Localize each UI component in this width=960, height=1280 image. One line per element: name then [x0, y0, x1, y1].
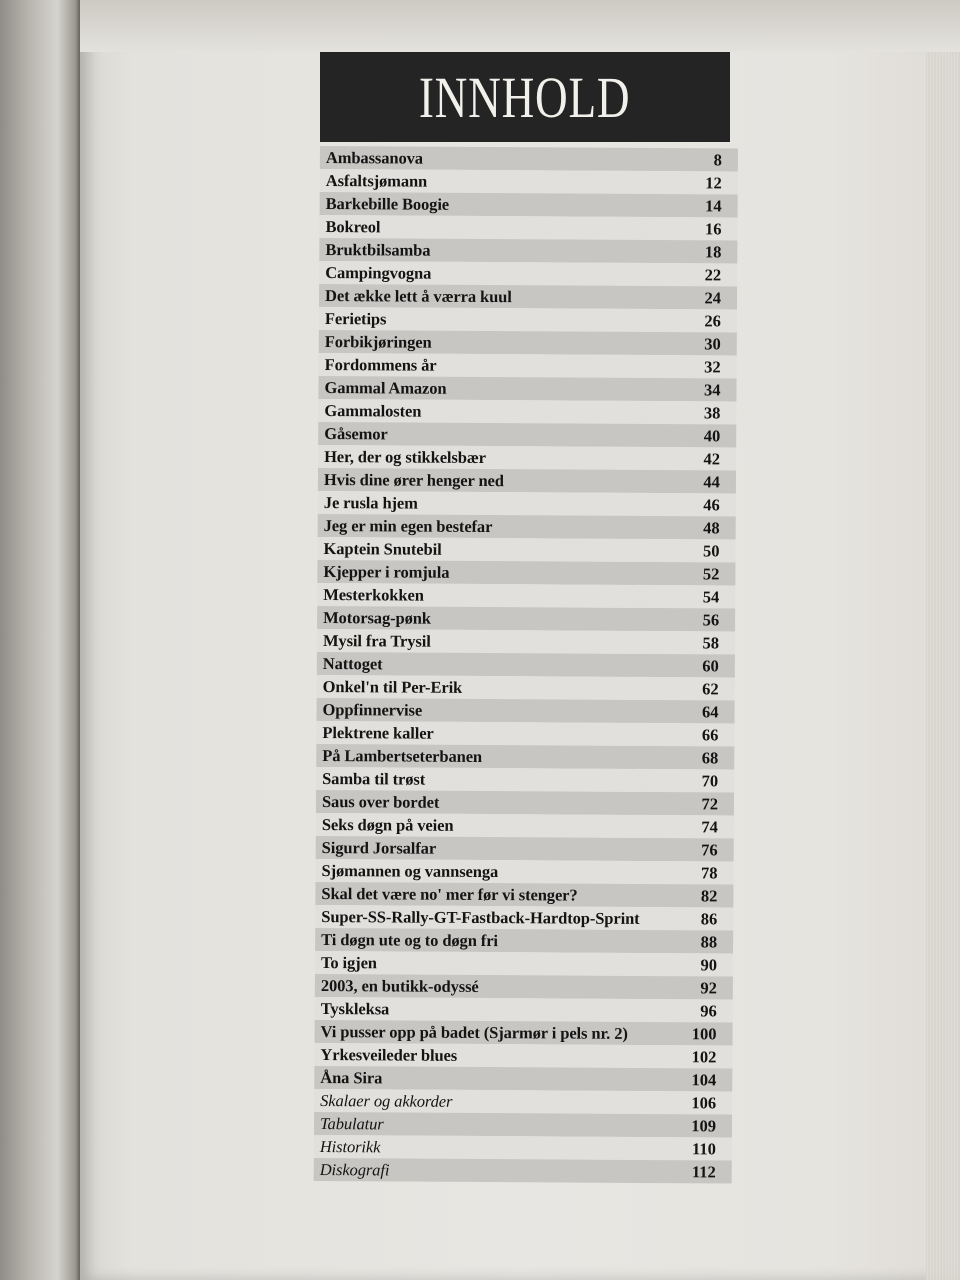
- toc-entry-page: 24: [704, 287, 722, 307]
- toc-entry: [314, 1112, 732, 1138]
- toc-entry: [318, 399, 736, 425]
- toc-entry-page: 14: [705, 195, 722, 215]
- toc-entry-page: 88: [700, 931, 718, 951]
- toc-entry-title: Yrkesveileder blues: [320, 1044, 458, 1065]
- toc-entry: [317, 583, 735, 609]
- toc-entry-title: Bokreol: [325, 216, 381, 236]
- toc-entry-title: Tyskleksa: [320, 998, 390, 1018]
- toc-entry: [315, 905, 733, 931]
- toc-entry-page: 110: [691, 1138, 716, 1158]
- toc-entry: [318, 514, 736, 540]
- toc-entry: [315, 928, 733, 954]
- toc-entry-page: 90: [700, 954, 718, 974]
- toc-entry: [315, 882, 733, 908]
- toc-entry-page: 16: [704, 218, 722, 238]
- toc-entry-page: 38: [703, 402, 721, 422]
- toc-entry-title: Plektrene kaller: [322, 722, 434, 743]
- title-banner: [320, 52, 730, 142]
- toc-entry-page: 78: [701, 862, 718, 882]
- toc-entry: [318, 422, 736, 448]
- toc-entry-title: Ferietips: [324, 308, 387, 328]
- toc-entry-page: 22: [704, 264, 722, 284]
- toc-entry: [320, 146, 738, 172]
- toc-entry-title: Je rusla hjem: [323, 492, 418, 513]
- toc-entry-page: 64: [701, 701, 719, 721]
- toc-entry: [318, 376, 736, 402]
- toc-entry: [314, 1135, 732, 1161]
- toc-entry-title: 2003, en butikk-odyssé: [320, 975, 479, 996]
- toc-entry-title: Bruktbilsamba: [325, 239, 431, 260]
- toc-entry-title: Gammal Amazon: [324, 377, 447, 398]
- toc-entry: [315, 1020, 733, 1046]
- toc-entry: [319, 330, 737, 356]
- toc-entry-title: På Lambertseterbanen: [322, 745, 483, 766]
- toc-entry: [318, 445, 736, 471]
- toc-entry-page: 18: [704, 241, 722, 261]
- toc-entry-page: 40: [703, 425, 721, 445]
- toc-entry-title: Hvis dine ører henger ned: [323, 469, 504, 490]
- toc-entry: [316, 721, 734, 747]
- toc-entry-page: 106: [691, 1092, 717, 1112]
- toc-entry: [317, 537, 735, 563]
- toc-entry-page: 48: [703, 517, 720, 537]
- toc-entry-page: 100: [691, 1023, 717, 1043]
- toc-entry: [314, 1066, 732, 1092]
- toc-entry: [316, 767, 734, 793]
- toc-entry: [318, 491, 736, 517]
- toc-entry: [317, 560, 735, 586]
- toc-entry: [314, 1089, 732, 1115]
- toc-entry: [316, 859, 734, 885]
- toc-entry: [318, 468, 736, 494]
- toc-entry-page: 62: [702, 678, 719, 698]
- toc-entry: [317, 606, 735, 632]
- toc-entry-page: 112: [691, 1161, 716, 1181]
- toc-entry: [319, 215, 737, 241]
- toc-entry-page: 52: [702, 563, 720, 583]
- toc-entry-page: 74: [701, 816, 718, 836]
- toc-entry-page: 56: [702, 609, 720, 629]
- toc-entry-title: Ti døgn ute og to døgn fri: [321, 929, 499, 950]
- toc-entry-title: Sigurd Jorsalfar: [321, 837, 437, 858]
- toc-entry: [315, 951, 733, 977]
- toc-entry-title: Åna Sira: [320, 1067, 383, 1087]
- toc-entry-page: 44: [703, 471, 721, 491]
- toc-entry-title: Jeg er min egen bestefar: [323, 515, 493, 536]
- toc-entry-page: 8: [713, 149, 722, 169]
- toc-entry-page: 66: [701, 724, 719, 744]
- toc-entry-title: Forbikjøringen: [324, 331, 432, 352]
- book-spine: [0, 0, 82, 1280]
- toc-entry-page: 42: [703, 448, 721, 468]
- toc-entry: [316, 790, 734, 816]
- toc-entry-title: Her, der og stikkelsbær: [324, 446, 486, 467]
- toc-entry-title: Onkel'n til Per-Erik: [322, 676, 463, 697]
- toc-entry-title: Vi pusser opp på badet (Sjarmør i pels nr. 2): [320, 1021, 628, 1043]
- toc-entry-title: Super-SS-Rally-GT-Fastback-Hardtop-Sprint: [321, 906, 640, 928]
- toc-entry-page: 102: [691, 1046, 717, 1066]
- toc-entry-title: Gammalosten: [324, 400, 422, 421]
- toc-entry-page: 70: [701, 770, 719, 790]
- toc-entry-page: 76: [701, 839, 718, 859]
- toc-entry: [314, 1043, 732, 1069]
- toc-entry-title: Kjepper i romjula: [323, 561, 450, 582]
- toc-entry-page: 26: [704, 310, 721, 330]
- toc-entry-title: Det ække lett å værra kuul: [325, 285, 512, 306]
- toc-entry-title: Campingvogna: [325, 262, 432, 283]
- toc-entry: [319, 307, 737, 333]
- toc-entry-page: 60: [702, 655, 719, 675]
- toc-entry-title: Asfaltsjømann: [325, 170, 428, 191]
- toc-entry: [317, 629, 735, 655]
- toc-entry-title: Diskografi: [319, 1159, 390, 1179]
- toc-entry-title: Skal det være no' mer før vi stenger?: [321, 883, 578, 905]
- toc-entry: [316, 836, 734, 862]
- toc-entry-title: Sjømannen og vannsenga: [321, 860, 499, 881]
- toc-entry-page: 50: [702, 540, 720, 560]
- toc-entry: [319, 261, 737, 287]
- toc-entry-title: Skalaer og akkorder: [320, 1090, 453, 1111]
- toc-entry-page: 32: [704, 356, 721, 376]
- toc-entry-page: 92: [700, 977, 717, 997]
- toc-entry-page: 82: [700, 885, 718, 905]
- toc-entry-title: Mysil fra Trysil: [322, 630, 431, 651]
- toc-entry-page: 46: [703, 494, 720, 514]
- toc-entry: [319, 284, 737, 310]
- toc-entry: [315, 974, 733, 1000]
- toc-entry-title: Oppfinnervise: [322, 699, 423, 720]
- toc-entry: [315, 997, 733, 1023]
- toc-entry: [319, 238, 737, 264]
- toc-entry-title: Seks døgn på veien: [321, 814, 454, 835]
- toc-entry: [317, 675, 735, 701]
- toc-entry: [314, 1158, 732, 1184]
- toc-entry-page: 109: [691, 1115, 717, 1135]
- toc-entry-page: 68: [701, 747, 719, 767]
- toc-entry-page: 12: [705, 172, 722, 192]
- toc-entry-page: 54: [702, 586, 720, 606]
- toc-entry: [320, 169, 738, 195]
- toc-entry-title: Samba til trøst: [322, 768, 426, 789]
- toc-entry-title: Ambassanova: [325, 147, 424, 168]
- toc-entry-title: Tabulatur: [319, 1113, 384, 1133]
- toc-entry-page: 96: [700, 1000, 717, 1020]
- page-edges: [926, 0, 960, 1280]
- toc-entry-title: Barkebille Boogie: [325, 193, 450, 214]
- table-of-contents: [314, 146, 738, 1184]
- toc-entry-title: Fordommens år: [324, 354, 437, 375]
- toc-entry-page: 72: [701, 793, 719, 813]
- toc-entry-page: 34: [703, 379, 721, 399]
- page-title: INNHOLD: [419, 64, 631, 130]
- toc-entry-title: Historikk: [319, 1136, 381, 1156]
- toc-entry: [317, 652, 735, 678]
- toc-entry-title: Kaptein Snutebil: [323, 538, 442, 559]
- toc-entry-title: Motorsag-pønk: [323, 607, 431, 628]
- toc-entry-title: Gåsemor: [324, 423, 388, 443]
- toc-entry: [316, 813, 734, 839]
- toc-entry-page: 86: [700, 908, 718, 928]
- page-top-shadow: [80, 0, 960, 52]
- toc-entry: [320, 192, 738, 218]
- toc-entry-title: Nattoget: [322, 653, 383, 673]
- toc-entry-title: To igjen: [320, 952, 377, 972]
- toc-entry-title: Mesterkokken: [323, 584, 424, 605]
- toc-entry: [316, 698, 734, 724]
- toc-entry-page: 30: [704, 333, 721, 353]
- toc-entry-title: Saus over bordet: [321, 791, 440, 812]
- toc-entry: [316, 744, 734, 770]
- toc-entry-page: 104: [691, 1069, 717, 1089]
- toc-entry: [319, 353, 737, 379]
- toc-entry-page: 58: [702, 632, 720, 652]
